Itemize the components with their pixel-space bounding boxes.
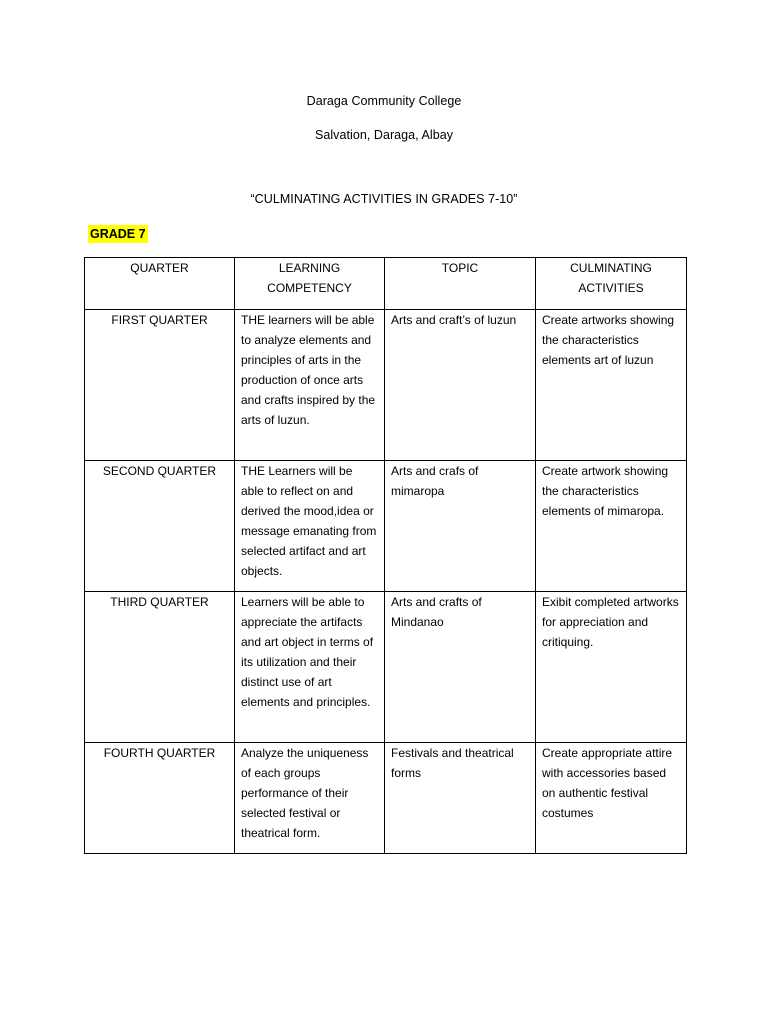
quarter-cell: SECOND QUARTER: [85, 461, 235, 592]
quarter-cell: FIRST QUARTER: [85, 310, 235, 461]
activities-cell: Create artwork showing the characteristics elements of mimaropa.: [536, 461, 687, 592]
topic-cell: Arts and craft’s of luzun: [385, 310, 536, 461]
competency-cell: THE learners will be able to analyze elements and principles of arts in the production of once arts and crafts inspired by the arts of luzun.: [235, 310, 385, 461]
header-learning-competency: LEARNING COMPETENCY: [235, 258, 385, 310]
header-quarter: QUARTER: [85, 258, 235, 310]
table-row: [85, 310, 687, 461]
topic-cell: Arts and crafts of Mindanao: [385, 592, 536, 743]
table-row: [85, 592, 687, 743]
table-row: [85, 461, 687, 592]
activities-cell: Create artworks showing the characteristics elements art of luzun: [536, 310, 687, 461]
header-topic: TOPIC: [385, 258, 536, 310]
competency-cell: Learners will be able to appreciate the artifacts and art object in terms of its utilization and their distinct use of art elements and principles.: [235, 592, 385, 743]
college-name: Daraga Community College: [306, 94, 462, 108]
activities-cell: Exibit completed artworks for appreciation and critiquing.: [536, 592, 687, 743]
topic-cell: Festivals and theatrical forms: [385, 743, 536, 854]
curriculum-table: [84, 257, 687, 854]
college-address: Salvation, Daraga, Albay: [314, 128, 454, 142]
activities-cell: Create appropriate attire with accessories based on authentic festival costumes: [536, 743, 687, 854]
table-row: [85, 743, 687, 854]
competency-cell: Analyze the uniqueness of each groups performance of their selected festival or theatrical form.: [235, 743, 385, 854]
topic-cell: Arts and crafs of mimaropa: [385, 461, 536, 592]
grade-label: GRADE 7: [90, 227, 146, 241]
quarter-cell: FOURTH QUARTER: [85, 743, 235, 854]
competency-cell: THE Learners will be able to reflect on and derived the mood,idea or message emanating from selected artifact and art objects.: [235, 461, 385, 592]
table-header-row: [85, 258, 687, 310]
quarter-cell: THIRD QUARTER: [85, 592, 235, 743]
document-title: “CULMINATING ACTIVITIES IN GRADES 7-10”: [250, 192, 518, 206]
header-culminating-activities: CULMINATING ACTIVITIES: [536, 258, 687, 310]
